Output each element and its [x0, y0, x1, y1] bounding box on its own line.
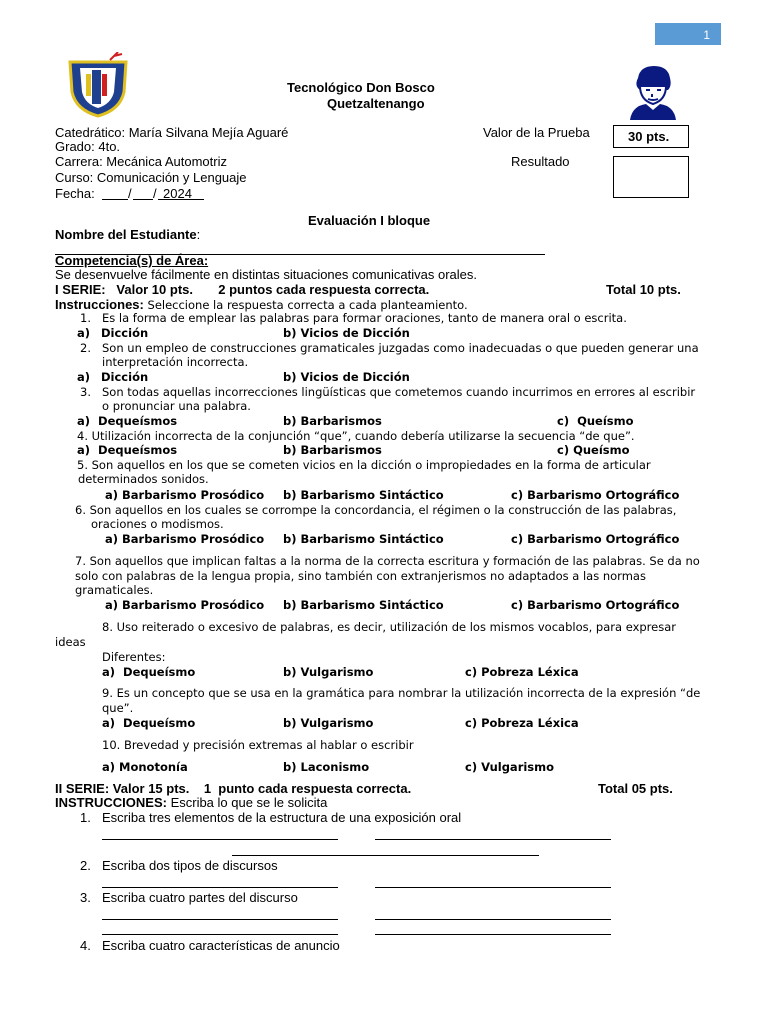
q7-opt-c[interactable]: c) Barbarismo Ortográfico — [511, 598, 680, 612]
student-name-label: Nombre del Estudiante: — [55, 227, 201, 242]
teacher-line: Catedrático: María Silvana Mejía Aguaré — [55, 125, 289, 140]
q5-opt-b[interactable]: b) Barbarismo Sintáctico — [283, 488, 444, 502]
date-label: Fecha: — [55, 186, 95, 201]
school-name: Tecnológico Don Bosco — [287, 80, 435, 95]
s2-q3-answer-line-2[interactable] — [375, 919, 611, 920]
q5-opt-c[interactable]: c) Barbarismo Ortográfico — [511, 488, 680, 502]
exam-title: Evaluación I bloque — [308, 213, 431, 228]
s2-q3-answer-line-1[interactable] — [102, 919, 338, 920]
q1-opt-b[interactable]: b) Vicios de Dicción — [283, 326, 410, 340]
q3-opt-b[interactable]: b) Barbarismos — [283, 414, 382, 428]
page-number: 1 — [655, 23, 721, 45]
serie2-title: II SERIE: Valor 15 pts. 1 punto cada respuesta correcta. — [55, 781, 412, 796]
q8-text-2: ideas — [55, 635, 86, 649]
q3-num: 3. — [80, 385, 91, 399]
test-value-box — [613, 125, 689, 148]
test-value: 30 pts. — [628, 129, 670, 144]
q7-text-1: 7. Son aquellos que implican faltas a la norma de la correcta escritura y formación de las palabras. Se da no — [75, 554, 700, 568]
serie1-instructions: Instrucciones: Seleccione la respuesta correcta a cada planteamiento. — [55, 297, 468, 312]
s2-q2-answer-line-1[interactable] — [102, 887, 338, 888]
q4-opt-b[interactable]: b) Barbarismos — [283, 443, 382, 457]
q1-num: 1. — [80, 311, 91, 325]
don-bosco-portrait — [628, 64, 678, 120]
q10-opt-c[interactable]: c) Vulgarismo — [465, 760, 555, 774]
q4-opt-a[interactable]: a) Dequeísmos — [77, 443, 178, 457]
grade-line: Grado: 4to. — [55, 139, 121, 154]
q7-opt-a[interactable]: a) Barbarismo Prosódico — [105, 598, 265, 612]
q8-opt-b[interactable]: b) Vulgarismo — [283, 665, 374, 679]
q6-opt-a[interactable]: a) Barbarismo Prosódico — [105, 532, 265, 546]
s2-q1-text: Escriba tres elementos de la estructura de una exposición oral — [102, 810, 462, 825]
test-value-label: Valor de la Prueba — [483, 125, 590, 140]
s2-q4-text: Escriba cuatro características de anuncio — [102, 938, 340, 953]
serie2-total: Total 05 pts. — [598, 781, 673, 796]
q10-opt-b[interactable]: b) Laconismo — [283, 760, 370, 774]
q1-opt-a-letter: a) — [77, 326, 91, 340]
q2-opt-b[interactable]: b) Vicios de Dicción — [283, 370, 410, 384]
q2-opt-a-letter: a) — [77, 370, 91, 384]
s2-q3-answer-line-4[interactable] — [375, 934, 611, 935]
q5-text-2: determinados sonidos. — [78, 472, 209, 486]
q2-opt-a[interactable]: Dicción — [101, 370, 149, 384]
q7-opt-b[interactable]: b) Barbarismo Sintáctico — [283, 598, 444, 612]
q9-opt-b[interactable]: b) Vulgarismo — [283, 716, 374, 730]
q5-opt-a[interactable]: a) Barbarismo Prosódico — [105, 488, 265, 502]
result-label: Resultado — [511, 154, 570, 169]
date-sep-2: / — [153, 186, 157, 201]
q10-opt-a[interactable]: a) Monotonía — [102, 760, 188, 774]
s2-q3-num: 3. — [80, 890, 91, 905]
q9-text-1: 9. Es un concepto que se usa en la gramática para nombrar la utilización incorrecta de la expresión “de — [102, 686, 701, 700]
date-day-line — [102, 199, 128, 200]
q3-text-1: Son todas aquellas incorrecciones lingüísticas que cometemos cuando incurrimos en errores al escribir — [102, 385, 696, 399]
q5-text-1: 5. Son aquellos en los que se cometen vicios en la dicción o impropiedades en la forma de articular — [77, 458, 651, 472]
q4-text: 4. Utilización incorrecta de la conjunción “que”, cuando debería utilizarse la secuencia “de que”. — [77, 429, 635, 443]
result-box — [613, 156, 689, 198]
q9-opt-c[interactable]: c) Pobreza Léxica — [465, 716, 579, 730]
course-line: Curso: Comunicación y Lenguaje — [55, 170, 247, 185]
q3-opt-a[interactable]: a) Dequeísmos — [77, 414, 178, 428]
q8-text-3: Diferentes: — [102, 650, 166, 664]
serie1-title: I SERIE: Valor 10 pts. 2 puntos cada respuesta correcta. — [55, 282, 430, 297]
serie1-total: Total 10 pts. — [606, 282, 681, 297]
s2-q4-num: 4. — [80, 938, 91, 953]
s2-q1-answer-line-2[interactable] — [375, 839, 611, 840]
competency-label: Competencia(s) de Área: — [55, 253, 209, 268]
q1-text: Es la forma de emplear las palabras para formar oraciones, tanto de manera oral o escrita. — [102, 311, 627, 325]
q6-opt-b[interactable]: b) Barbarismo Sintáctico — [283, 532, 444, 546]
q4-opt-c[interactable]: c) Queísmo — [557, 443, 630, 457]
q7-text-3: gramaticales. — [75, 583, 154, 597]
q9-text-2: que”. — [102, 701, 134, 715]
q10-text: 10. Brevedad y precisión extremas al hablar o escribir — [102, 738, 414, 752]
career-line: Carrera: Mecánica Automotriz — [55, 154, 227, 169]
s2-q2-answer-line-2[interactable] — [375, 887, 611, 888]
q8-opt-a[interactable]: a) Dequeísmo — [102, 665, 196, 679]
q3-opt-c[interactable]: c) Queísmo — [557, 414, 634, 428]
q2-text-2: interpretación incorrecta. — [102, 355, 249, 369]
competency-text: Se desenvuelve fácilmente en distintas situaciones comunicativas orales. — [55, 267, 478, 282]
serie2-instructions: INSTRUCCIONES: Escriba lo que se le solicita — [55, 795, 328, 810]
s2-q3-answer-line-3[interactable] — [102, 934, 338, 935]
q7-text-2: solo con palabras de la lengua propia, sino también con extranjerismos no adaptados a las normas — [75, 569, 646, 583]
q9-opt-a[interactable]: a) Dequeísmo — [102, 716, 196, 730]
q6-text-2: oraciones o modismos. — [91, 517, 224, 531]
q2-num: 2. — [80, 341, 91, 355]
q8-text-1: 8. Uso reiterado o excesivo de palabras, es decir, utilización de los mismos vocablos, para expresar — [102, 620, 676, 634]
q8-opt-c[interactable]: c) Pobreza Léxica — [465, 665, 579, 679]
q2-text-1: Son un empleo de construcciones gramaticales juzgadas como inadecuadas o que pueden generar una — [102, 341, 699, 355]
q3-text-2: o pronunciar una palabra. — [102, 399, 251, 413]
date-month-line — [133, 199, 153, 200]
date-year: 2024 — [163, 186, 192, 201]
school-city: Quetzaltenango — [327, 96, 425, 111]
s2-q2-text: Escriba dos tipos de discursos — [102, 858, 278, 873]
q6-opt-c[interactable]: c) Barbarismo Ortográfico — [511, 532, 680, 546]
s2-q2-num: 2. — [80, 858, 91, 873]
s2-q1-answer-line-1[interactable] — [102, 839, 338, 840]
date-year-line — [158, 199, 204, 200]
date-sep-1: / — [128, 186, 132, 201]
s2-q3-text: Escriba cuatro partes del discurso — [102, 890, 298, 905]
s2-q1-num: 1. — [80, 810, 91, 825]
school-logo — [66, 52, 130, 118]
q1-opt-a[interactable]: Dicción — [101, 326, 149, 340]
s2-q1-answer-line-3[interactable] — [232, 855, 539, 856]
q6-text-1: 6. Son aquellos en los cuales se corrompe la concordancia, el régimen o la construcción de las palabras, — [75, 503, 677, 517]
